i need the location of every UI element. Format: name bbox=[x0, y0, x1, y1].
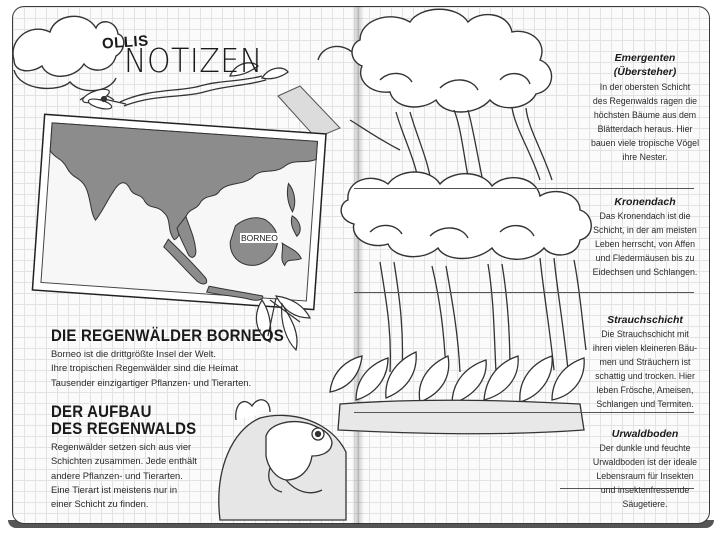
text-line: höchsten Bäume aus dem bbox=[593, 110, 697, 120]
layer-heading-emergents bbox=[576, 51, 714, 79]
heading-line: DES REGENWALDS bbox=[51, 420, 197, 439]
text-line: Ihre tropischen Regenwälder sind die Heimat bbox=[51, 362, 239, 374]
text-line: andere Pflanzen- und Tierarten. bbox=[51, 469, 183, 481]
text-line: Tausender einzigartiger Pflanzen- und Tierarten. bbox=[51, 376, 252, 388]
text-line: Schlangen und Termiten. bbox=[596, 399, 694, 409]
text-line: Das Kronendach ist die bbox=[599, 211, 691, 221]
notebook-title: NOTIZEN bbox=[124, 42, 263, 81]
text-line: des Regenwalds ragen die bbox=[592, 96, 698, 106]
text-line: leben Frösche, Ameisen, bbox=[596, 385, 694, 395]
text-line: Leben herrscht, von Affen bbox=[594, 239, 696, 249]
layer-name: Emergenten bbox=[614, 52, 676, 64]
text-line: schattig und trocken. Hier bbox=[595, 371, 695, 381]
layer-heading-shrub: Strauchschicht bbox=[607, 314, 683, 326]
section-text-structure bbox=[51, 440, 197, 511]
text-line: Eine Tierart ist meistens nur in bbox=[51, 483, 178, 495]
notebook-title-small: OLLIS bbox=[101, 32, 150, 53]
heading-line: DER AUFBAU bbox=[51, 402, 152, 422]
text-line: Schichten zusammen. Jede enthält bbox=[51, 455, 197, 467]
section-heading-borneo: DIE REGENWÄLDER BORNEOS bbox=[51, 326, 284, 346]
section-text-borneo bbox=[51, 347, 251, 390]
text-line: ihre Nester. bbox=[622, 152, 668, 162]
layer-subname: (Übersteher) bbox=[613, 66, 677, 78]
text-line: Der dunkle und feuchte bbox=[599, 443, 691, 453]
layer-divider bbox=[354, 292, 694, 293]
canopy-crowns bbox=[341, 172, 591, 259]
text-line: Lebensraum für Insekten bbox=[596, 471, 694, 481]
layer-heading-canopy: Kronendach bbox=[614, 196, 676, 208]
forest-floor bbox=[338, 400, 584, 434]
layer-divider bbox=[354, 412, 694, 413]
layer-text-shrub bbox=[576, 327, 714, 411]
map-label-borneo: BORNEO bbox=[241, 233, 278, 243]
layer-text-floor bbox=[576, 441, 714, 511]
text-line: Schicht, in der am meisten bbox=[593, 225, 697, 235]
text-line: Borneo ist die drittgrößte Insel der Welt. bbox=[51, 348, 217, 359]
text-line: Regenwälder setzen sich aus vier bbox=[51, 441, 192, 452]
text-line: Die Strauchschicht mit bbox=[601, 329, 689, 339]
text-line: Urwaldboden ist der ideale bbox=[592, 457, 698, 467]
text-line: Eidechsen und Schlangen. bbox=[592, 267, 698, 277]
text-line: Blätterdach heraus. Hier bbox=[597, 124, 693, 134]
text-line: ihren vielen kleineren Bäu- bbox=[592, 343, 698, 353]
text-line: bauen viele tropische Vögel bbox=[590, 138, 700, 148]
layer-divider bbox=[354, 188, 694, 189]
layer-text-canopy bbox=[576, 209, 714, 279]
layer-heading-floor: Urwaldboden bbox=[611, 428, 679, 440]
text-line: In der obersten Schicht bbox=[599, 82, 691, 92]
text-line: einer Schicht zu finden. bbox=[51, 498, 149, 510]
layer-text-emergents bbox=[576, 80, 714, 164]
text-line: men und Sträuchern ist bbox=[599, 357, 691, 367]
shrub-layer bbox=[330, 352, 584, 404]
emergent-tree-crowns bbox=[318, 9, 552, 112]
section-heading-structure bbox=[51, 404, 196, 439]
text-line: und Fledermäusen bis zu bbox=[595, 253, 695, 263]
text-line: Säugetiere. bbox=[622, 499, 668, 509]
text-line: und insektenfressende bbox=[600, 485, 690, 495]
